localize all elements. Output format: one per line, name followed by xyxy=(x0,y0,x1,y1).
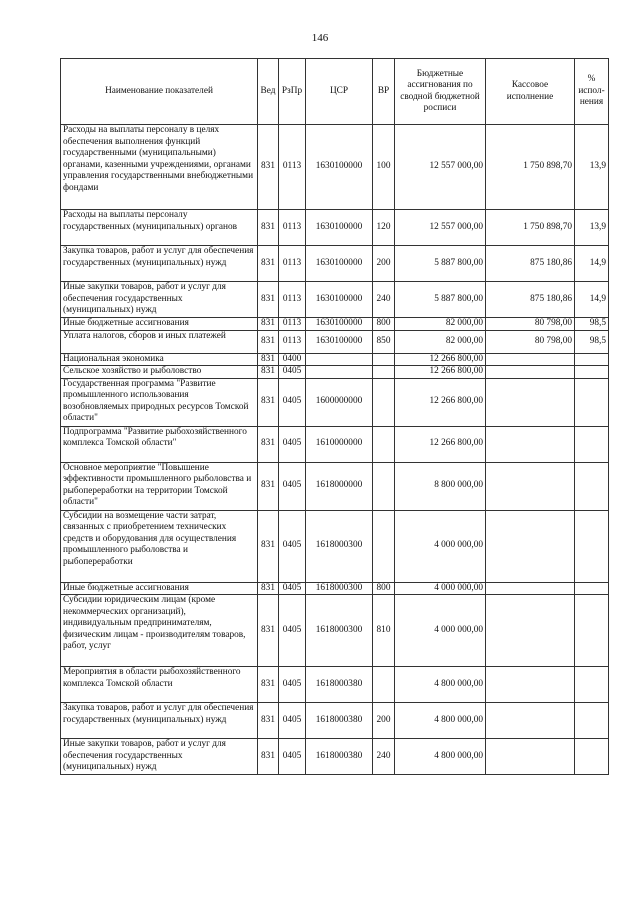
cell-rzpr: 0113 xyxy=(279,246,306,282)
cell-vr: 240 xyxy=(373,739,395,775)
cell-csr: 1618000380 xyxy=(306,703,373,739)
cell-rzpr: 0405 xyxy=(279,510,306,582)
cell-name: Закупка товаров, работ и услуг для обеспечения государственных (муниципальных) нужд xyxy=(61,246,258,282)
cell-name: Основное мероприятие "Повышение эффективности промышленного рыболовства и рыбопереработки на территории Томской области" xyxy=(61,462,258,510)
cell-pct: 13,9 xyxy=(575,210,609,246)
cell-name: Государственная программа "Развитие промышленного использования возобновляемых природных ресурсов Томской области" xyxy=(61,378,258,426)
cell-csr: 1630100000 xyxy=(306,318,373,331)
cell-ved: 831 xyxy=(258,125,279,210)
table-row xyxy=(61,462,609,510)
cell-vr xyxy=(373,462,395,510)
cell-ved: 831 xyxy=(258,353,279,366)
cell-name: Уплата налогов, сборов и иных платежей xyxy=(61,330,258,353)
table-row xyxy=(61,246,609,282)
cell-name: Иные бюджетные ассигнования xyxy=(61,318,258,331)
cell-rzpr: 0405 xyxy=(279,739,306,775)
cell-pct xyxy=(575,667,609,703)
cell-plan: 4 800 000,00 xyxy=(395,739,486,775)
cell-cash xyxy=(486,739,575,775)
cell-ved: 831 xyxy=(258,667,279,703)
cell-vr: 810 xyxy=(373,595,395,667)
cell-pct: 14,9 xyxy=(575,282,609,318)
cell-pct xyxy=(575,353,609,366)
cell-csr: 1618000300 xyxy=(306,595,373,667)
table-row xyxy=(61,426,609,462)
cell-cash: 80 798,00 xyxy=(486,318,575,331)
header-pct: % испол-нения xyxy=(575,59,609,125)
header-cash: Кассовое исполнение xyxy=(486,59,575,125)
cell-rzpr: 0405 xyxy=(279,366,306,379)
cell-rzpr: 0113 xyxy=(279,318,306,331)
cell-rzpr: 0405 xyxy=(279,595,306,667)
cell-csr: 1618000380 xyxy=(306,739,373,775)
cell-pct xyxy=(575,510,609,582)
cell-rzpr: 0400 xyxy=(279,353,306,366)
cell-csr xyxy=(306,353,373,366)
cell-cash: 875 180,86 xyxy=(486,246,575,282)
cell-plan: 82 000,00 xyxy=(395,318,486,331)
cell-rzpr: 0113 xyxy=(279,282,306,318)
cell-pct: 13,9 xyxy=(575,125,609,210)
cell-ved: 831 xyxy=(258,210,279,246)
cell-cash xyxy=(486,378,575,426)
cell-pct xyxy=(575,366,609,379)
cell-vr: 100 xyxy=(373,125,395,210)
cell-plan: 12 557 000,00 xyxy=(395,125,486,210)
table-row xyxy=(61,378,609,426)
cell-rzpr: 0405 xyxy=(279,582,306,595)
cell-plan: 82 000,00 xyxy=(395,330,486,353)
table-row xyxy=(61,353,609,366)
cell-name: Сельское хозяйство и рыболовство xyxy=(61,366,258,379)
cell-csr: 1630100000 xyxy=(306,330,373,353)
cell-ved: 831 xyxy=(258,378,279,426)
cell-cash xyxy=(486,703,575,739)
cell-plan: 12 557 000,00 xyxy=(395,210,486,246)
cell-name: Подпрограмма "Развитие рыбохозяйственного комплекса Томской области" xyxy=(61,426,258,462)
cell-plan: 4 800 000,00 xyxy=(395,667,486,703)
cell-ved: 831 xyxy=(258,462,279,510)
cell-rzpr: 0405 xyxy=(279,462,306,510)
cell-ved: 831 xyxy=(258,246,279,282)
header-name: Наименование показателей xyxy=(61,59,258,125)
table-row xyxy=(61,595,609,667)
cell-name: Иные закупки товаров, работ и услуг для обеспечения государственных (муниципальных) нужд xyxy=(61,739,258,775)
cell-name: Расходы на выплаты персоналу в целях обеспечения выполнения функций государственными (муниципальными) органами, казенными учреждениями, органами управления государственными внебюджетными фондами xyxy=(61,125,258,210)
cell-pct xyxy=(575,582,609,595)
table-row xyxy=(61,703,609,739)
cell-vr xyxy=(373,667,395,703)
cell-ved: 831 xyxy=(258,582,279,595)
cell-csr: 1618000000 xyxy=(306,462,373,510)
cell-ved: 831 xyxy=(258,366,279,379)
cell-csr: 1630100000 xyxy=(306,282,373,318)
cell-pct xyxy=(575,739,609,775)
cell-csr: 1618000300 xyxy=(306,510,373,582)
cell-plan: 4 000 000,00 xyxy=(395,595,486,667)
cell-cash xyxy=(486,510,575,582)
cell-rzpr: 0113 xyxy=(279,125,306,210)
cell-rzpr: 0405 xyxy=(279,426,306,462)
cell-cash xyxy=(486,462,575,510)
cell-rzpr: 0405 xyxy=(279,667,306,703)
cell-rzpr: 0405 xyxy=(279,703,306,739)
cell-pct xyxy=(575,703,609,739)
table-row xyxy=(61,318,609,331)
cell-plan: 4 000 000,00 xyxy=(395,582,486,595)
cell-cash xyxy=(486,426,575,462)
cell-cash xyxy=(486,582,575,595)
cell-cash: 80 798,00 xyxy=(486,330,575,353)
cell-cash xyxy=(486,366,575,379)
cell-pct xyxy=(575,426,609,462)
cell-cash xyxy=(486,353,575,366)
cell-pct xyxy=(575,462,609,510)
cell-rzpr: 0405 xyxy=(279,378,306,426)
cell-name: Субсидии юридическим лицам (кроме некоммерческих организаций), индивидуальным предпринимателям, физическим лицам - производителям товаров, работ, услуг xyxy=(61,595,258,667)
cell-vr xyxy=(373,378,395,426)
cell-vr: 240 xyxy=(373,282,395,318)
cell-cash: 1 750 898,70 xyxy=(486,125,575,210)
cell-plan: 5 887 800,00 xyxy=(395,246,486,282)
cell-name: Иные закупки товаров, работ и услуг для обеспечения государственных (муниципальных) нужд xyxy=(61,282,258,318)
header-vr: ВР xyxy=(373,59,395,125)
cell-name: Иные бюджетные ассигнования xyxy=(61,582,258,595)
header-ved: Вед xyxy=(258,59,279,125)
cell-pct: 14,9 xyxy=(575,246,609,282)
table-row xyxy=(61,366,609,379)
cell-plan: 12 266 800,00 xyxy=(395,366,486,379)
cell-plan: 4 000 000,00 xyxy=(395,510,486,582)
cell-name: Субсидии на возмещение части затрат, связанных с приобретением технических средств и оборудования для осуществления промышленного рыболовства и рыбопереработки xyxy=(61,510,258,582)
cell-csr: 1618000300 xyxy=(306,582,373,595)
cell-rzpr: 0113 xyxy=(279,330,306,353)
cell-plan: 5 887 800,00 xyxy=(395,282,486,318)
cell-csr: 1618000380 xyxy=(306,667,373,703)
cell-ved: 831 xyxy=(258,703,279,739)
cell-ved: 831 xyxy=(258,739,279,775)
cell-vr: 120 xyxy=(373,210,395,246)
cell-ved: 831 xyxy=(258,595,279,667)
cell-pct xyxy=(575,378,609,426)
cell-cash xyxy=(486,595,575,667)
header-csr: ЦСР xyxy=(306,59,373,125)
cell-vr xyxy=(373,366,395,379)
cell-pct: 98,5 xyxy=(575,318,609,331)
table-row xyxy=(61,330,609,353)
cell-ved: 831 xyxy=(258,330,279,353)
table-row xyxy=(61,125,609,210)
cell-ved: 831 xyxy=(258,426,279,462)
cell-cash: 1 750 898,70 xyxy=(486,210,575,246)
cell-vr: 850 xyxy=(373,330,395,353)
cell-ved: 831 xyxy=(258,510,279,582)
cell-vr xyxy=(373,426,395,462)
cell-vr: 800 xyxy=(373,318,395,331)
cell-name: Национальная экономика xyxy=(61,353,258,366)
cell-name: Расходы на выплаты персоналу государственных (муниципальных) органов xyxy=(61,210,258,246)
table-header-row xyxy=(61,59,609,125)
cell-csr: 1610000000 xyxy=(306,426,373,462)
header-rzpr: РзПр xyxy=(279,59,306,125)
cell-ved: 831 xyxy=(258,318,279,331)
cell-vr: 200 xyxy=(373,246,395,282)
table-row xyxy=(61,667,609,703)
cell-cash: 875 180,86 xyxy=(486,282,575,318)
cell-vr xyxy=(373,510,395,582)
table-row xyxy=(61,210,609,246)
cell-plan: 12 266 800,00 xyxy=(395,353,486,366)
cell-ved: 831 xyxy=(258,282,279,318)
cell-plan: 8 800 000,00 xyxy=(395,462,486,510)
table-row xyxy=(61,282,609,318)
cell-csr: 1630100000 xyxy=(306,246,373,282)
cell-plan: 12 266 800,00 xyxy=(395,426,486,462)
page-number: 146 xyxy=(311,32,329,44)
cell-csr: 1600000000 xyxy=(306,378,373,426)
cell-name: Закупка товаров, работ и услуг для обеспечения государственных (муниципальных) нужд xyxy=(61,703,258,739)
table-row xyxy=(61,739,609,775)
budget-table xyxy=(60,58,609,775)
cell-plan: 12 266 800,00 xyxy=(395,378,486,426)
cell-vr xyxy=(373,353,395,366)
cell-pct xyxy=(575,595,609,667)
cell-csr: 1630100000 xyxy=(306,210,373,246)
cell-rzpr: 0113 xyxy=(279,210,306,246)
cell-csr: 1630100000 xyxy=(306,125,373,210)
header-plan: Бюджетные ассигнования по сводной бюджетной росписи xyxy=(395,59,486,125)
table-body xyxy=(61,125,609,775)
cell-pct: 98,5 xyxy=(575,330,609,353)
cell-vr: 800 xyxy=(373,582,395,595)
cell-cash xyxy=(486,667,575,703)
table-row xyxy=(61,582,609,595)
cell-plan: 4 800 000,00 xyxy=(395,703,486,739)
cell-csr xyxy=(306,366,373,379)
cell-name: Мероприятия в области рыбохозяйственного комплекса Томской области xyxy=(61,667,258,703)
cell-vr: 200 xyxy=(373,703,395,739)
table-row xyxy=(61,510,609,582)
